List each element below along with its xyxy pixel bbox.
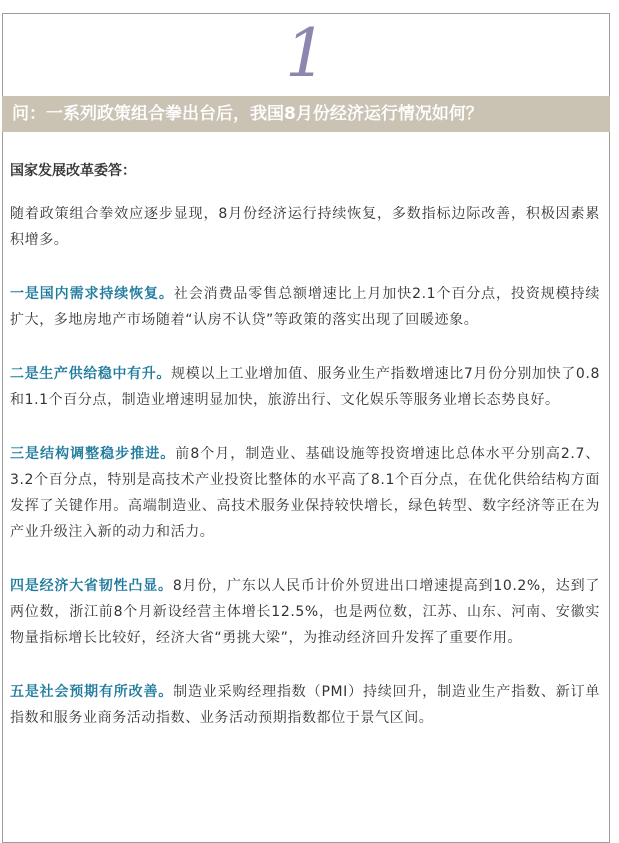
answer-point-5 [10, 679, 600, 731]
paragraph-text: 社会消费品零售总额增速比上月加快2.1个百分点，投资规模持续扩大，多地房地产市场随着“认房不认贷”等政策的落实出现了回暖迹象。 [10, 286, 600, 328]
question-number: 1 [285, 15, 327, 92]
point-heading: 二是生产供给稳中有升。 [10, 366, 172, 382]
point-heading: 三是结构调整稳步推进。 [10, 446, 176, 462]
paragraph-text: 前8个月，制造业、基础设施等投资增速比总体水平分别高2.7、3.2个百分点，特别是高技术产业投资比整体的水平高了8.1个百分点，在优化供给结构方面发挥了关键作用。高端制造业、高技术服务业保持较快增长，绿色转型、数字经济等正在为产业升级注入新的动力和活力。 [10, 446, 600, 540]
paragraph-text: 制造业采购经理指数（PMI）持续回升，制造业生产指数、新订单指数和服务业商务活动指数、业务活动预期指数都位于景气区间。 [10, 684, 600, 726]
answer-point-1 [10, 281, 600, 333]
answer-source: 国家发展改革委答： [10, 163, 136, 179]
answer-point-3 [10, 441, 600, 545]
point-heading: 四是经济大省韧性凸显。 [10, 578, 173, 594]
answer-point-4 [10, 573, 600, 651]
paragraph-text: 8月份，广东以人民币计价外贸进出口增速提高到10.2%，达到了两位数，浙江前8个月新设经营主体增长12.5%，也是两位数，江苏、山东、河南、安徽实物量指标增长比较好，经济大省“勇挑大梁”，为推动经济回升发挥了重要作用。 [10, 578, 600, 646]
paragraph-text: 随着政策组合拳效应逐步显现，8月份经济运行持续恢复，多数指标边际改善，积极因素累积增多。 [10, 206, 600, 248]
question-banner: 问：一系列政策组合拳出台后，我国8月份经济运行情况如何？ [2, 96, 610, 132]
point-heading: 一是国内需求持续恢复。 [10, 286, 174, 302]
point-heading: 五是社会预期有所改善。 [10, 684, 174, 700]
answer-intro [10, 201, 600, 253]
answer-point-2 [10, 361, 600, 413]
answer-content [10, 160, 600, 759]
paragraph-text: 规模以上工业增加值、服务业生产指数增速比7月份分别加快了0.8和1.1个百分点，制造业增速明显加快，旅游出行、文化娱乐等服务业增长态势良好。 [10, 366, 600, 408]
